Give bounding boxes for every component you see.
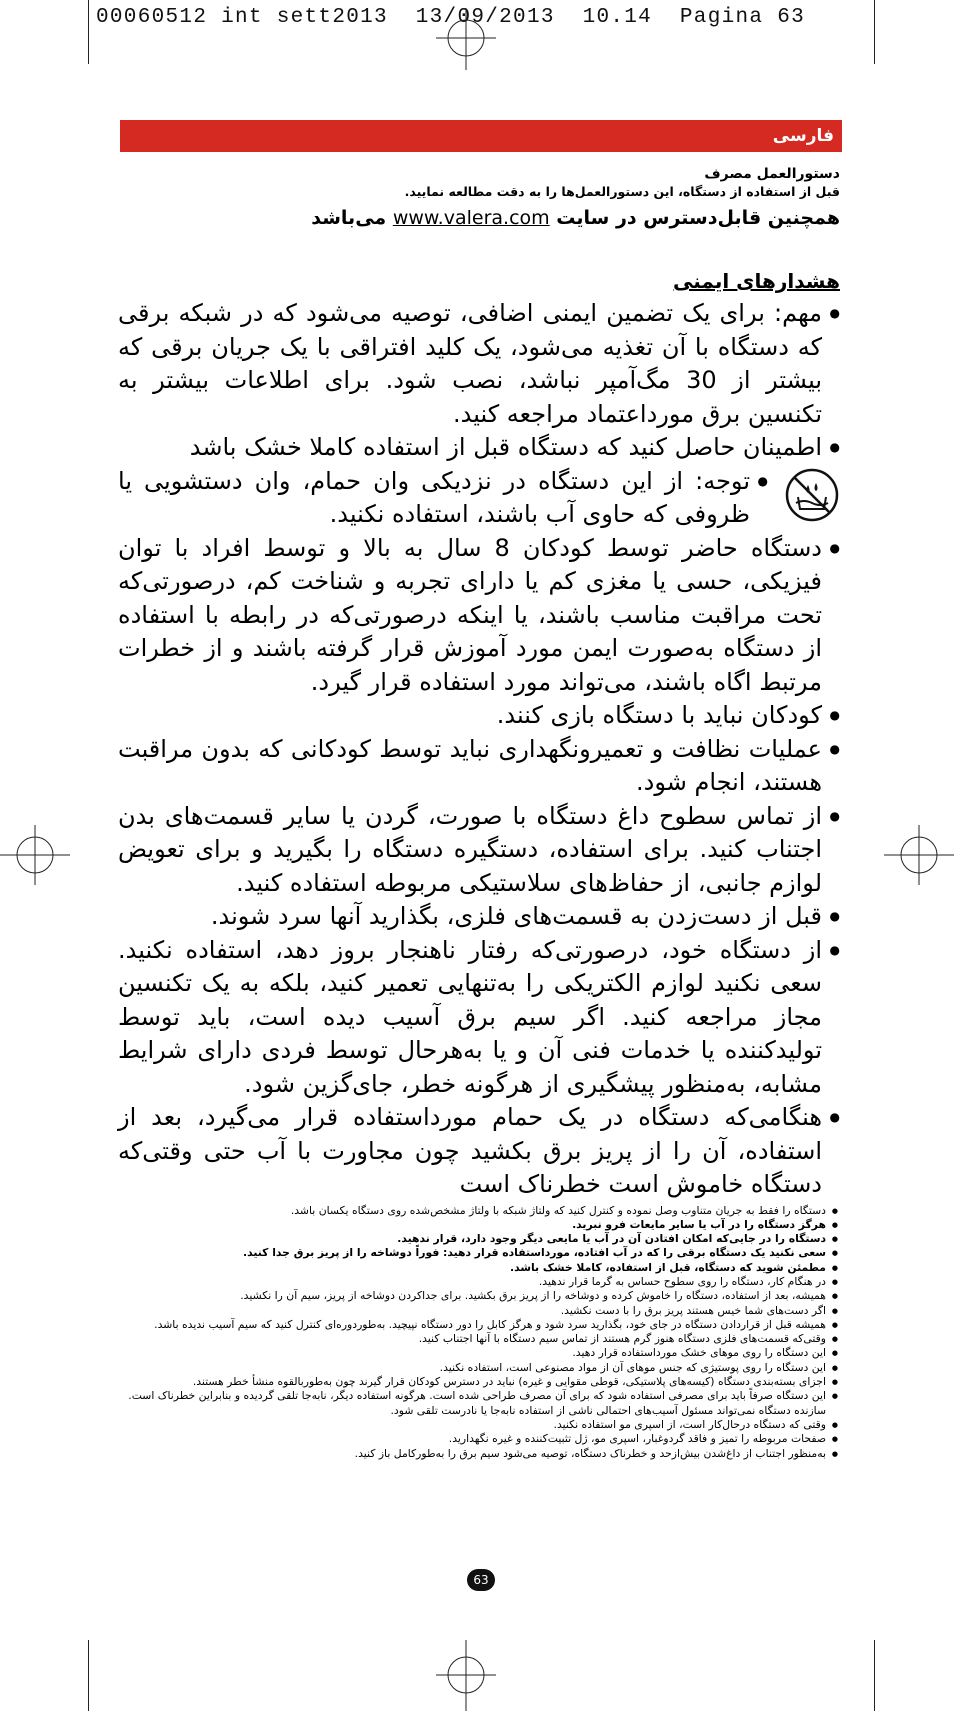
small-list-item: ● دستگاه را فقط به جریان متناوب وصل نموده و کنترل کنید که ولتاژ شبکه با ولتاژ مشخص‌شده روی دستگاه یکسان باشد. — [118, 1204, 840, 1218]
safety-list — [118, 297, 840, 1202]
no-splash-water-icon — [784, 467, 840, 523]
list-item: ● اطمینان حاصل کنید که دستگاه قبل از استفاده کاملا خشک باشد — [118, 431, 840, 465]
list-item: ● از تماس سطوح داغ دستگاه با صورت، گردن یا سایر قسمت‌های بدن اجتناب کنید. برای استفاده، دستگیره دستگاه را بگیرید و برای تعویض لوازم جانبی، از حفاظ‌های سلاستیکی مربوطه استفاده کنید. — [118, 800, 840, 901]
list-item: ● هنگامی‌که دستگاه در یک حمام مورداستفاده قرار می‌گیرد، بعد از استفاده، آن را از پریز برق بکشید چون مجاورت با آب حتی وقتی‌که دستگاه خاموش است خطرناک است — [118, 1101, 840, 1202]
crop-mark-top-right — [874, 0, 875, 64]
registration-mark-top — [431, 8, 501, 78]
list-item: ● مهم: برای یک تضمین ایمنی اضافی، توصیه می‌شود که در شبکه برقی که دستگاه با آن تغذیه می‌شود، یک کلید افتراقی با یک جریان برقی که بیشتر از 30 مگ‌آمپر نباشد، نصب شود. برای اطلاعات بیشتر به تکنسین برق مورداعتماد مراجعه کنید. — [118, 297, 840, 431]
small-list-item: ● سعی نکنید یک دستگاه برقی را که در آب افتاده، مورداستفاده قرار دهید: فوراً دوشاخه را از پریز برق جدا کنید. — [118, 1246, 840, 1260]
list-item: ● دستگاه حاضر توسط کودکان 8 سال به بالا و توسط افراد با توان فیزیکی، حسی یا مغزی کم یا دارای تجربه و شناخت کم، درصورتی‌که تحت مراقبت مناسب باشند، یا اینکه درصورتی‌که در رابطه با استفاده از دستگاه به‌صورت ایمن مورد آموزش قرار گرفته باشند و از خطرات مرتبط اگاه باشند، می‌تواند مورد استفاده قرار گیرد. — [118, 532, 840, 700]
language-bar — [120, 120, 842, 152]
small-list-item: ● همیشه قبل از قراردادن دستگاه در جای خود، بگذارید سرد شود و هرگز کابل را دور دستگاه نپیچید. به‌طوردوره‌ای کنترل کنید که سیم آسیب ندیده باشد. — [118, 1318, 840, 1332]
small-list-item: ● در هنگام کار، دستگاه را روی سطوح حساس به گرما قرار ندهید. — [118, 1275, 840, 1289]
manual-subtitle: قبل از استفاده از دستگاه، این دستورالعمل‌ها را به دقت مطالعه نمایید. — [404, 184, 840, 199]
list-item: ● کودکان نباید با دستگاه بازی کنند. — [118, 699, 840, 733]
small-list-item: ● هرگز دستگاه را در آب یا سایر مایعات فرو نبرید. — [118, 1218, 840, 1232]
print-header: 00060512 int sett2013 13/09/2013 10.14 Pagina 63 — [96, 6, 806, 29]
crop-mark-bottom-left — [88, 1640, 89, 1711]
registration-mark-bottom — [431, 1640, 501, 1711]
registration-mark-right — [884, 820, 954, 890]
small-list-item: ● این دستگاه صرفاً باید برای مصرفی استفاده شود که برای آن مصرف طراحی شده است. هرگونه استفاده دیگر، نابه‌جا تلقی گردیده و بنابراین خطرناک است. سازنده دستگاه نمی‌تواند مسئول آسیب‌های احتمالی ناشی از استفاده نابه‌جا یا نادرست تلقی شود. — [118, 1389, 840, 1418]
small-list-item: ● اجزای بسته‌بندی دستگاه (کیسه‌های پلاستیکی، قوطی مقوایی و غیره) نباید در دسترس کودکان قرار گیرند چون به‌طوربالقوه منشأ خطر هستند. — [118, 1375, 840, 1389]
list-item — [118, 465, 840, 532]
safety-small-list — [118, 1204, 840, 1461]
list-item: ● عملیات نظافت و تعمیرونگهداری نباید توسط کودکانی که بدون مراقبت هستند، انجام شود. — [118, 733, 840, 800]
small-list-item: ● دستگاه را در جایی‌که امکان افتادن آن در آب یا مایعی دیگر وجود دارد، قرار ندهید. — [118, 1232, 840, 1246]
website-line — [118, 207, 840, 229]
small-list-item: ● همیشه، بعد از استفاده، دستگاه را خاموش کرده و دوشاخه را از پریز برق بکشید. برای جداکردن دوشاخه از پریز، سیم آن را نکشید. — [118, 1289, 840, 1303]
no-water-warning: توجه: از این دستگاه در نزدیکی وان حمام، وان دستشویی یا ظروفی که حاوی آب باشند، استفاده نکنید. — [118, 466, 750, 528]
list-item: ● از دستگاه خود، درصورتی‌که رفتار ناهنجار بروز دهد، استفاده نکنید. سعی نکنید لوازم الکتریکی را به‌تنهایی تعمیر کنید، بلکه به یک تکنسین مجاز مراجعه کنید. اگر سیم برق آسیب دیده است، باید توسط تولیدکننده یا خدمات فنی آن و یا به‌هرحال توسط فردی دارای شرایط مشابه، به‌منظور پیشگیری از هرگونه خطر، جای‌گزین شود. — [118, 934, 840, 1102]
manual-title: دستورالعمل مصرف — [704, 166, 840, 182]
small-list-item: ● اگر دست‌های شما خیس هستند پریز برق را با دست نکشید. — [118, 1304, 840, 1318]
small-list-item: ● وقتی‌که قسمت‌های فلزی دستگاه هنوز گرم هستند از تماس سیم دستگاه با آنها اجتناب کنید. — [118, 1332, 840, 1346]
small-list-item: ● مطمئن شوید که دستگاه، قبل از استفاده، کاملا خشک باشد. — [118, 1261, 840, 1275]
main-content — [118, 162, 840, 1461]
small-list-item: ● به‌منظور اجتناب از داغ‌شدن بیش‌ازحد و خطرناک دستگاه، توصیه می‌شود سیم برق را به‌طورکامل باز کنید. — [118, 1447, 840, 1461]
safety-title: هشدارهای ایمنی — [673, 269, 840, 293]
crop-mark-top-left — [88, 0, 89, 64]
website-suffix: می‌باشد — [311, 207, 387, 229]
list-item: ● قبل از دست‌زدن به قسمت‌های فلزی، بگذارید آنها سرد شوند. — [118, 900, 840, 934]
small-list-item: ● این دستگاه را روی موهای خشک مورداستفاده قرار دهید. — [118, 1346, 840, 1360]
crop-mark-bottom-right — [874, 1640, 875, 1711]
language-label: فارسی — [772, 126, 834, 146]
small-list-item: ● این دستگاه را روی پوستیژی که جنس موهای آن از مواد مصنوعی است، استفاده نکنید. — [118, 1361, 840, 1375]
registration-mark-left — [0, 820, 70, 890]
website-prefix: همچنین قابل‌دسترس در سایت — [556, 207, 840, 229]
website-url[interactable]: www.valera.com — [392, 207, 550, 229]
small-list-item: ● صفحات مربوطه را تمیز و فاقد گردوغبار، اسپری مو، ژل تثبیت‌کننده و غیره نگهدارید. — [118, 1432, 840, 1446]
small-list-item: ● وقتی که دستگاه درحال‌کار است، از اسپری مو استفاده نکنید. — [118, 1418, 840, 1432]
page-number: 63 — [467, 1569, 495, 1591]
